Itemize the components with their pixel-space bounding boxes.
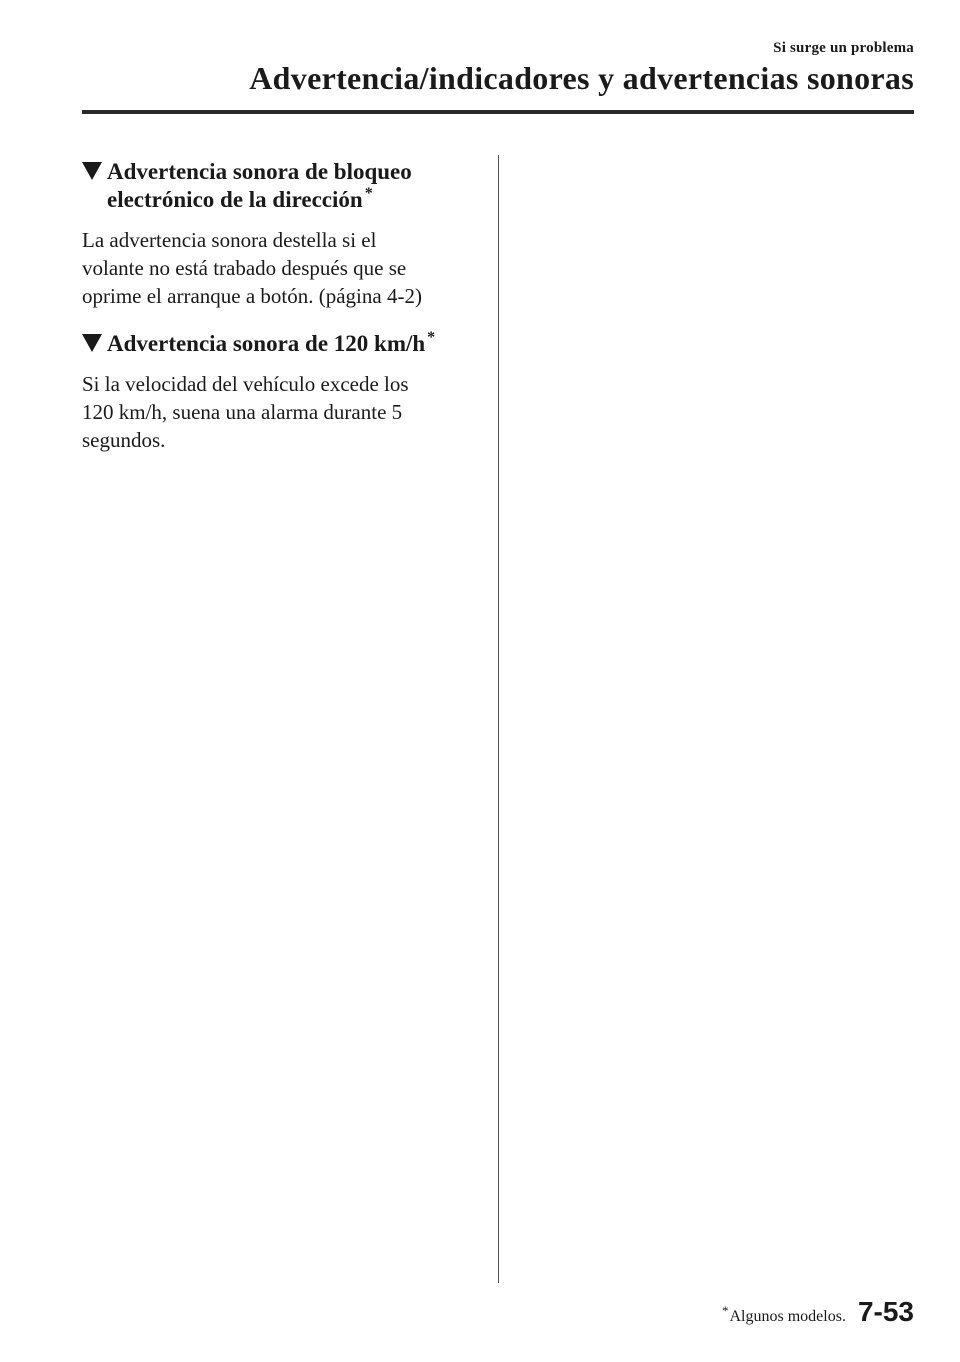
section-body: La advertencia sonora destella si el volante no está trabado después que se oprime el arranque a botón. (página 4-2)	[82, 228, 422, 308]
column-divider	[498, 155, 499, 1283]
page-footer	[722, 1296, 914, 1328]
section-kicker: Si surge un problema	[773, 40, 914, 56]
heading-line-2: electrónico de la dirección	[107, 187, 363, 212]
section-body: Si la velocidad del vehículo excede los 120 km/h, suena una alarma durante 5 segundos.	[82, 372, 409, 452]
asterisk-icon: *	[722, 1302, 729, 1318]
section-heading	[82, 158, 482, 214]
heading-line-1: Advertencia sonora de bloqueo	[107, 159, 412, 184]
asterisk-icon: *	[427, 329, 436, 347]
triangle-down-icon	[82, 162, 102, 180]
triangle-down-icon	[82, 334, 102, 352]
asterisk-icon: *	[364, 185, 373, 203]
page-title: Advertencia/indicadores y advertencias sonoras	[249, 60, 914, 96]
section-heading	[82, 330, 482, 358]
page-number: 7-53	[857, 1296, 914, 1327]
footnote	[722, 1302, 846, 1326]
header-rule	[82, 110, 914, 114]
section-steering-lock-warning	[82, 158, 482, 310]
footnote-text: Algunos modelos.	[729, 1308, 846, 1325]
section-speed-warning	[82, 330, 482, 454]
heading-text: Advertencia sonora de 120 km/h	[107, 331, 426, 356]
